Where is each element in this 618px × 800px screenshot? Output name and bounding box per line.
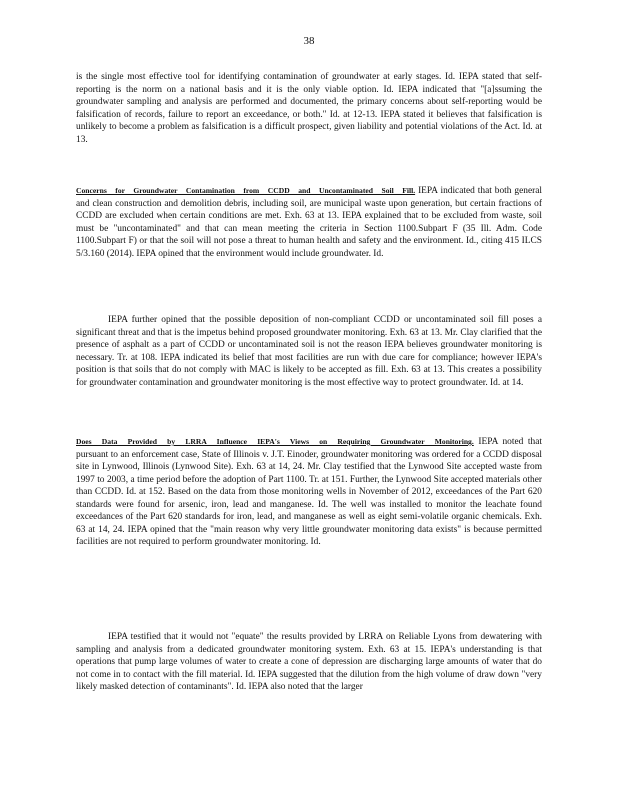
- paragraph-text: IEPA testified that it would not "equate" the results provided by LRRA on Reliable Lyons from dewatering with sampling and analysis from a dedicated groundwater monitoring system. Exh. 63 at 15. IEPA's understanding is that operations that pump large volumes of water to create a cone of depression are discharging large amounts of water that do not come in to contact with the fill material. Id. IEPA suggested that the dilution from the high volume of draw down "very likely masked detection of contaminants". Id. IEPA also noted that the larger: [76, 632, 542, 692]
- paragraph-non-compliant-fill: [76, 314, 542, 389]
- section-heading: Does Data Provided by LRRA Influence IEPA's Views on Requiring Groundwater Monitoring.: [76, 437, 474, 446]
- paragraph-text: IEPA indicated that both general and clean construction and demolition debris, including soil, are municipal waste upon generation, but certain fractions of CCDD are excluded when certain conditions are met. Exh. 63 at 13. IEPA explained that to be excluded from waste, soil must be "uncontaminated" and that can mean meeting the criteria in Section 1100.Subpart F (35 Ill. Adm. Code 1100.Subpart F) or that the soil will not pose a threat to human health and safety and the environment. Id., citing 415 ILCS 5/3.160 (2014). IEPA opined that the environment would include groundwater. Id.: [76, 186, 543, 259]
- paragraph-text: IEPA noted that pursuant to an enforcement case, State of Illinois v. J.T. Einoder, groundwater monitoring was ordered for a CCDD disposal site in Lynwood, Illinois (Lynwood Site). Exh. 63 at 14, 24. Mr. Clay testified that the Lynwood Site accepted waste from 1997 to 2003, a time period before the adoption of Part 1100. Tr. at 151. Further, the Lynwood Site accepted materials other than CCDD. Id. at 152. Based on the data from those monitoring wells in November of 2012, exceedances of the Part 620 standards were found for arsenic, iron, lead and manganese. Id. The well was installed to monitor the leachate found exceedances of the Part 620 standards for iron, lead, and manganese as well as eight semi-volatile organic chemicals. Exh. 63 at 14, 24. IEPA opined that the "main reason why very little groundwater monitoring data exists" is because permitted facilities are not required to perform groundwater monitoring. Id.: [76, 437, 542, 547]
- paragraph-text: IEPA further opined that the possible deposition of non-compliant CCDD or uncontaminated soil fill poses a significant threat and that is the impetus behind proposed groundwater monitoring. Exh. 63 at 13. Mr. Clay clarified that the presence of asphalt as a part of CCDD or uncontaminated soil is not the reason IEPA believes groundwater monitoring is necessary. Tr. at 108. IEPA indicated its belief that most facilities are run with due care for compliance; however IEPA's position is that soils that do not comply with MAC is likely to be accepted as fill. Exh. 63 at 13. This creates a possibility for groundwater contamination and groundwater monitoring is the most effective way to protect groundwater. Id. at 14.: [76, 315, 542, 388]
- paragraph-lrra-data: [76, 436, 542, 549]
- paragraph-self-reporting: [76, 71, 542, 146]
- section-heading: Concerns for Groundwater Contamination from CCDD and Uncontaminated Soil Fill.: [76, 186, 416, 195]
- paragraph-dewatering: [76, 631, 542, 694]
- page-number: 38: [303, 35, 315, 47]
- paragraph-ccdd-concerns: [76, 185, 542, 260]
- paragraph-text: is the single most effective tool for identifying contamination of groundwater at early stages. Id. IEPA stated that self-reporting is the norm on a national basis and it is the only viable option. Id. IEPA indicated that "[a]ssuming the groundwater sampling and analysis are performed and documented, the primary concerns about self-reporting would be falsification of records, failure to report an exceedance, or both." Id. at 12-13. IEPA stated it believes that falsification is unlikely to become a problem as falsification is a difficult prospect, given liability and potential violations of the Act. Id. at 13.: [76, 72, 542, 145]
